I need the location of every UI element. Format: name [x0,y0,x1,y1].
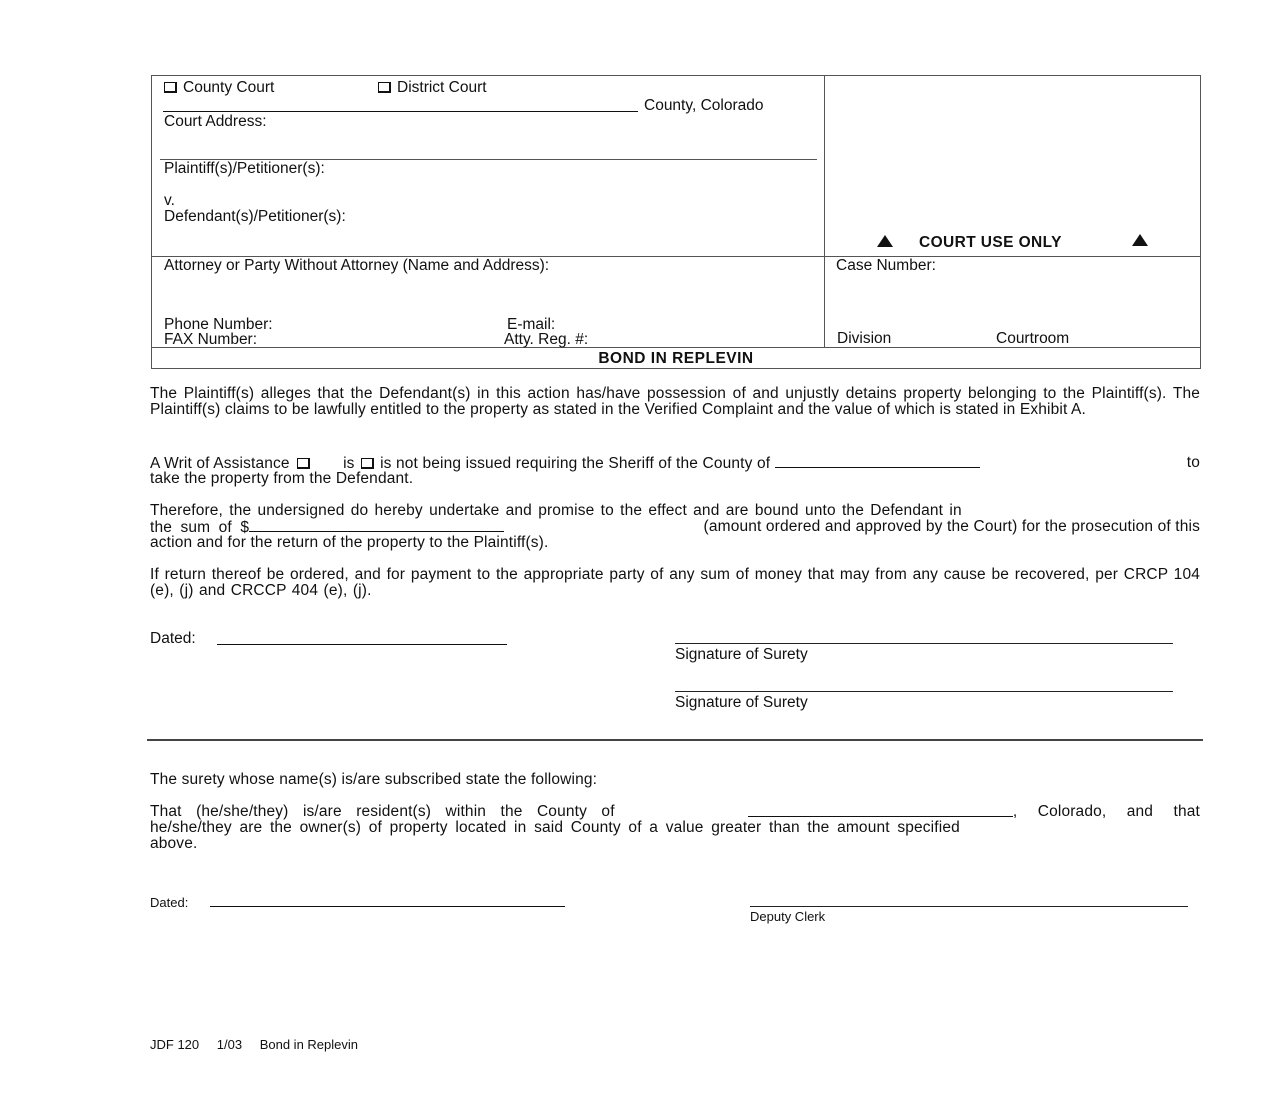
form-title: BOND IN REPLEVIN [598,350,754,367]
writ-is-not-label: is not being issued requiring the Sheriff of the County of [380,455,771,472]
plaintiff-label: Plaintiff(s)/Petitioner(s): [164,160,325,177]
sum-prefix: the sum of $ [150,519,250,536]
undertake-line-1: Therefore, the undersigned do hereby undertake and promise to the effect and are bound unto the Defendant in [150,502,962,519]
court-address-label: Court Address: [164,113,267,130]
phone-label: Phone Number: [164,316,273,333]
surety-line-1 [150,804,1200,820]
district-court-option[interactable] [378,80,487,96]
up-triangle-icon [1132,234,1148,246]
district-court-label: District Court [397,79,487,96]
dated-label: Dated: [150,630,196,647]
undertake-line-3: action and for the return of the property to the Plaintiff(s). [150,534,549,551]
writ-is-label: is [343,455,355,472]
county-colorado-label: County, Colorado [644,97,764,114]
district-court-checkbox[interactable] [378,82,391,93]
caption-divider-vertical [824,75,825,348]
deputy-clerk-label: Deputy Clerk [750,909,826,924]
writ-is-not-checkbox[interactable] [361,458,374,469]
surety-line-2: he/she/they are the owner(s) of property located in said County of a value greater than the amount specified [150,819,960,836]
surety-signature-label-1: Signature of Surety [675,646,808,663]
footer-form-id: JDF 120 [150,1037,200,1052]
sum-suffix: (amount ordered and approved by the Court) for the prosecution of this [703,518,1200,535]
deputy-clerk-signature-line[interactable] [750,906,1188,907]
courtroom-label: Courtroom [996,330,1070,347]
up-triangle-icon [877,235,893,247]
surety-county-field[interactable] [748,804,1013,817]
surety-signature-line-1[interactable] [675,643,1173,644]
versus-label: v. [164,192,175,209]
attorney-label: Attorney or Party Without Attorney (Name and Address): [164,257,550,274]
dated-field[interactable] [217,632,507,645]
division-label: Division [837,330,892,347]
email-label: E-mail: [507,316,556,333]
surety-signature-line-2[interactable] [675,691,1173,692]
county-court-checkbox[interactable] [164,82,177,93]
fax-label: FAX Number: [164,331,258,348]
clerk-dated-label: Dated: [150,895,189,910]
writ-prefix: A Writ of Assistance [150,455,290,472]
case-number-label: Case Number: [836,257,936,274]
surety-line-3: above. [150,835,198,852]
footer-form-name: Bond in Replevin [259,1037,358,1052]
footer [150,1037,358,1053]
writ-line-2: take the property from the Defendant. [150,470,414,487]
surety-signature-label-2: Signature of Surety [675,694,808,711]
surety-line-1-prefix: That (he/she/they) is/are resident(s) within the County of [150,803,615,820]
surety-line-1-suffix: , Colorado, and that [1012,803,1200,820]
clerk-dated-field[interactable] [210,894,565,907]
county-court-label: County Court [183,79,275,96]
footer-revision: 1/03 [216,1037,243,1052]
caption-divider-title [151,347,1201,348]
county-court-option[interactable] [164,80,274,96]
county-name-field[interactable] [163,99,638,112]
paragraph-possession: The Plaintiff(s) alleges that the Defendant(s) in this action has/have possession of and unjustly detains property belonging to the Plaintiff(s). The Plaintiff(s) claims to be lawfully entitled to the property as stated in the Verified Complaint and the value of which is stated in Exhibit A. [150,385,1200,418]
writ-to-label: to [1186,454,1200,471]
sheriff-county-field[interactable] [775,455,980,468]
writ-is-checkbox[interactable] [297,458,310,469]
court-use-only-label: COURT USE ONLY [919,234,1062,251]
defendant-label: Defendant(s)/Petitioner(s): [164,208,346,225]
paragraph-return: If return thereof be ordered, and for payment to the appropriate party of any sum of money that may from any cause be recovered, per CRCP 104 (e), (j) and CRCCP 404 (e), (j). [150,566,1200,599]
section-divider [147,739,1203,741]
surety-intro: The surety whose name(s) is/are subscribed state the following: [150,771,598,788]
bond-amount-field[interactable] [249,519,504,532]
atty-reg-label: Atty. Reg. #: [504,331,589,348]
